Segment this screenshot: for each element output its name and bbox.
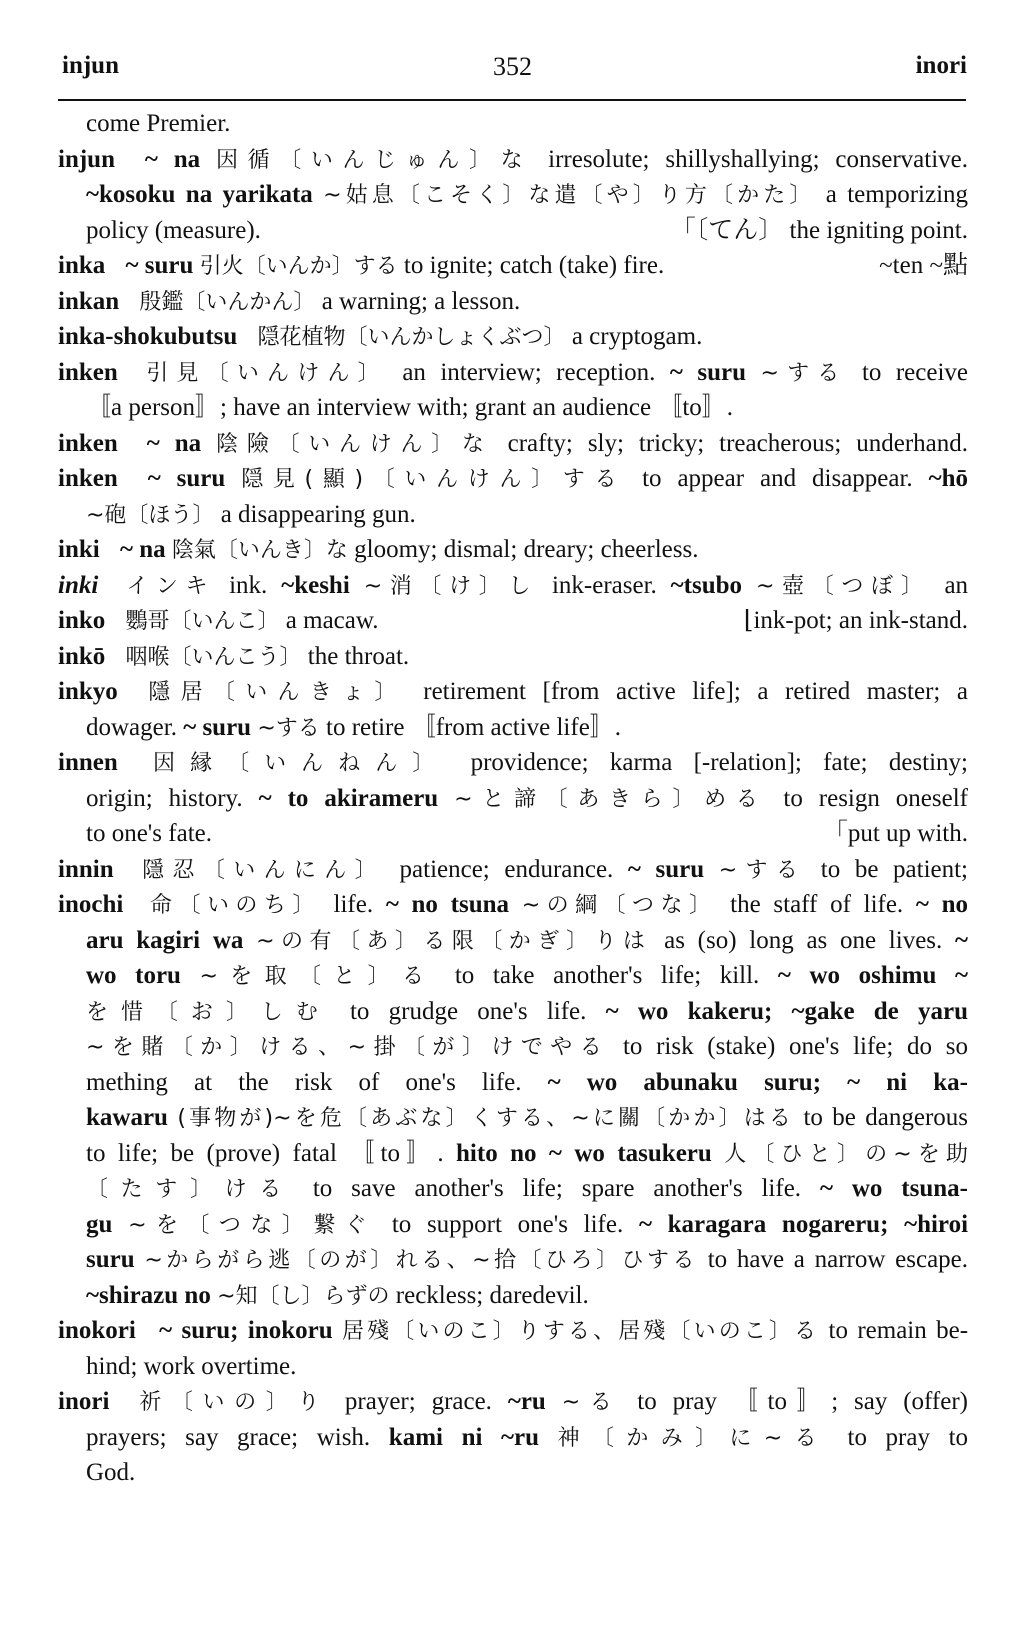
entry-line (58, 639, 968, 675)
romaji-phrase: ~ suru (669, 358, 746, 386)
romaji-phrase: ~ suru (125, 252, 194, 279)
romaji-phrase: suru (86, 1246, 135, 1273)
romaji-phrase: ~ suru (147, 465, 226, 492)
entry-line (58, 1065, 968, 1101)
romaji-phrase: ~tsubo (670, 571, 743, 599)
continuation-text: 「〔てん〕 the igniting point. (670, 216, 968, 244)
romaji-phrase: ~ suru (627, 855, 705, 883)
definition-text: to receive (861, 358, 968, 386)
japanese-text: 因縁〔いんねん〕 (153, 751, 450, 776)
japanese-text: インキ (126, 573, 216, 599)
japanese-text: ~を〔つな〕繋ぐ (128, 1212, 377, 1238)
definition-text: mething at the risk of one's life. (86, 1068, 522, 1096)
entry-line (58, 923, 968, 959)
entry-line (58, 497, 968, 533)
headword: inka (58, 252, 106, 279)
romaji-phrase: gu (86, 1210, 113, 1238)
entry-line (58, 603, 968, 639)
japanese-text: 隱忍〔いんにん〕 (142, 857, 385, 883)
continuation-text: ~ten ~點 (879, 252, 968, 279)
continuation-text: ⌊ink-pot; an ink-stand. (743, 607, 968, 634)
entry-line (58, 1313, 968, 1349)
headword: inokori (58, 1317, 136, 1344)
japanese-text: 隠見(顯)〔いんけん〕する (241, 467, 627, 492)
entry-line (58, 1207, 968, 1243)
entry-line (58, 1100, 968, 1136)
entry-line (58, 781, 968, 817)
entry-line (58, 710, 968, 746)
headword: inkan (58, 287, 120, 315)
romaji-phrase: ~ wo abunaku suru; ~ ni ka- (547, 1068, 968, 1096)
japanese-text: 殷鑑〔いんかん〕 (139, 289, 316, 315)
romaji-phrase: kami ni ~ru (388, 1423, 540, 1451)
definition-text: to be patient; (820, 855, 968, 883)
romaji-phrase: ~ wo oshimu ~ (777, 962, 968, 989)
japanese-text: 祈〔いの〕り (139, 1390, 330, 1415)
headword: inori (58, 1388, 110, 1415)
headword: inkō (58, 642, 106, 670)
romaji-phrase: ~shirazu no (86, 1281, 211, 1309)
romaji-phrase: ~ru (507, 1388, 546, 1415)
header-last-entry: inori (915, 52, 967, 79)
definition-text: to ignite; catch (take) fire. (403, 252, 665, 279)
japanese-text: 人〔ひと〕の~を助 (724, 1141, 968, 1167)
headword: innen (58, 749, 118, 776)
japanese-text: 因循〔いんじゅん〕な (216, 147, 533, 173)
entry-line (58, 390, 968, 426)
romaji-phrase: ~ no tsuna (385, 891, 510, 918)
definition-text: ink-eraser. (551, 571, 657, 599)
entry-line (58, 177, 968, 213)
headword: injun (58, 145, 115, 173)
japanese-text: (事物が)~を危〔あぶな〕くする、~に關〔かか〕はる (177, 1106, 795, 1131)
page-header (0, 52, 1025, 92)
entry-line (58, 958, 968, 994)
definition-text: policy (measure). (86, 216, 261, 244)
header-rule (58, 99, 966, 101)
definition-text: crafty; sly; tricky; treacherous; underhand. (507, 429, 968, 457)
romaji-phrase: ~ wo kakeru; ~gake de yaru (605, 997, 968, 1025)
romaji-phrase: aru kagiri wa (86, 926, 244, 954)
definition-text: an (944, 571, 968, 599)
entry-line (58, 461, 968, 497)
romaji-phrase: ~hō (928, 465, 968, 492)
definition-text: to be dangerous (803, 1104, 968, 1131)
definition-text: to resign oneself (783, 784, 968, 812)
definition-text: a macaw. (285, 607, 379, 634)
entry-line (58, 1349, 968, 1385)
definition-text: a temporizing (825, 181, 968, 208)
headword: innin (58, 855, 114, 883)
header-first-entry: injun (62, 52, 119, 79)
japanese-text: ~消〔け〕し (363, 573, 539, 599)
japanese-text: ~を取〔と〕る (199, 964, 437, 989)
definition-text: reckless; daredevil. (395, 1281, 589, 1309)
entry-line (58, 887, 968, 923)
definition-text: to support one's life. (391, 1210, 624, 1238)
definition-text: origin; history. (86, 784, 243, 812)
definition-text: the throat. (307, 642, 410, 670)
entry-line (58, 1278, 968, 1314)
definition-text: prayer; grace. (344, 1388, 492, 1415)
entry-line (58, 213, 968, 249)
definition-text: come Premier. (86, 110, 231, 137)
romaji-phrase: ~ karagara nogareru; ~hiroi (638, 1210, 968, 1238)
headword: inochi (58, 891, 124, 918)
japanese-text: 咽喉〔いんこう〕 (125, 644, 302, 670)
romaji-phrase: ~ na (119, 536, 166, 563)
headword: inko (58, 607, 106, 634)
japanese-text: ~を賭〔か〕ける、~掛〔が〕けでやる (86, 1035, 610, 1060)
entry-line (58, 426, 968, 462)
entry-line (58, 674, 968, 710)
entry-line (58, 852, 968, 888)
japanese-text: ~姑息〔こそく〕な遣〔や〕り方〔かた〕 (323, 183, 816, 208)
japanese-text: ~する (718, 857, 807, 883)
definition-text: to pray to (847, 1423, 968, 1451)
japanese-text: 隠花植物〔いんかしょくぶつ〕 (257, 325, 566, 350)
japanese-text: ~知〔し〕らずの (217, 1283, 390, 1309)
headword: inken (58, 465, 118, 492)
definition-text: a cryptogam. (571, 323, 703, 350)
romaji-phrase: ~ no (915, 891, 968, 918)
headword: inkyo (58, 678, 118, 705)
japanese-text: 隱居〔いんきょ〕 (148, 680, 407, 705)
romaji-phrase: ~ na (146, 429, 202, 457)
definition-text: to save another's life; spare another's life. (312, 1175, 802, 1202)
entry-line (58, 355, 968, 391)
entry-line (58, 745, 968, 781)
definition-text: retirement [from active life]; a retired master; a (423, 678, 968, 705)
entry-line (58, 816, 968, 852)
definition-text: hind; work overtime. (86, 1352, 297, 1380)
romaji-phrase: ~keshi (281, 571, 350, 599)
romaji-phrase: ~ (955, 926, 968, 954)
definition-text: life. (333, 891, 374, 918)
entry-line (58, 1171, 968, 1207)
definition-text: as (so) long as one lives. (664, 926, 943, 954)
definition-text: to have a narrow escape. (707, 1246, 968, 1273)
entry-line (58, 284, 968, 320)
definition-text: to pray 〚to〛; say (offer) (637, 1388, 968, 1415)
continuation-text: 「put up with. (822, 820, 968, 847)
entry-line (58, 1455, 968, 1491)
headword: inka-shokubutsu (58, 323, 238, 350)
japanese-text: ~の綱〔つな〕 (521, 893, 718, 918)
definition-text: to life; be (prove) fatal 〚to〛. (86, 1139, 444, 1167)
japanese-text: 陰險〔いんけん〕な (216, 431, 493, 457)
definition-text: the staff of life. (730, 891, 904, 918)
definition-text: a warning; a lesson. (321, 287, 521, 315)
romaji-phrase: wo toru (86, 962, 181, 989)
entry-line (58, 1420, 968, 1456)
definition-text: to risk (stake) one's life; do so (622, 1033, 968, 1060)
romaji-phrase: ~ wo tsuna- (819, 1175, 968, 1202)
japanese-text: 命〔いのち〕 (150, 893, 321, 918)
definition-text: 〚a person〛; have an interview with; grant an audience 〚to〛. (86, 394, 734, 421)
entry-line (58, 319, 968, 355)
definition-text: ink. (229, 571, 268, 599)
japanese-text: ~と諦〔あきら〕める (454, 786, 768, 812)
japanese-text: 居殘〔いのこ〕りする、居殘〔いのこ〕る (342, 1319, 820, 1344)
japanese-text: ~の有〔あ〕る限〔かぎ〕りは (256, 928, 652, 954)
definition-text: dowager. (86, 713, 177, 741)
entry-line (58, 142, 968, 178)
japanese-text: ~砲〔ほう〕 (86, 502, 215, 528)
entry-line (58, 248, 968, 284)
definition-text: irresolute; shillyshallying; conservative. (548, 145, 968, 173)
headword: inken (58, 358, 118, 386)
japanese-text: 鸚哥〔いんこ〕 (125, 609, 280, 634)
romaji-phrase: ~ na (144, 145, 201, 173)
japanese-text: 神〔かみ〕に~る (557, 1425, 829, 1451)
romaji-phrase: ~ suru; inokoru (159, 1317, 333, 1344)
definition-text: to one's fate. (86, 820, 212, 847)
definition-text: God. (86, 1459, 136, 1486)
definition-text: to take another's life; kill. (454, 962, 760, 989)
definition-text: patience; endurance. (399, 855, 614, 883)
definition-text: gloomy; dismal; dreary; cheerless. (354, 536, 699, 563)
entry-line (58, 1136, 968, 1172)
definition-text: to remain be- (828, 1317, 968, 1344)
definition-text: providence; karma [-relation]; fate; destiny; (470, 749, 968, 776)
japanese-text: を惜〔お〕しむ (86, 999, 331, 1025)
headword: inki (58, 536, 100, 563)
definition-text: to appear and disappear. (642, 465, 913, 492)
japanese-text: 〔たす〕ける (86, 1177, 294, 1202)
entry-line (58, 532, 968, 568)
entry-line (58, 1029, 968, 1065)
entry-line (58, 568, 968, 604)
japanese-text: ~する (257, 715, 320, 741)
page-number: 352 (493, 52, 532, 81)
japanese-text: 引見〔いんけん〕 (146, 360, 388, 386)
japanese-text: 引火〔いんか〕する (199, 254, 398, 279)
japanese-text: ~壺〔つぼ〕 (755, 573, 931, 599)
definition-text: to grudge one's life. (349, 997, 587, 1025)
romaji-phrase: ~kosoku na yarikata (86, 181, 313, 208)
japanese-text: ~からがら逃〔のが〕れる、~拾〔ひろ〕ひする (144, 1248, 698, 1273)
headword: inken (58, 429, 118, 457)
romaji-phrase: ~ suru (183, 713, 252, 741)
romaji-phrase: hito no ~ wo tasukeru (456, 1139, 712, 1167)
japanese-text: ~る (561, 1390, 622, 1415)
definition-text: prayers; say grace; wish. (86, 1423, 371, 1451)
romaji-phrase: kawaru (86, 1104, 168, 1131)
entry-line (58, 106, 968, 142)
romaji-phrase: ~ to akirameru (258, 784, 439, 812)
japanese-text: 陰氣〔いんき〕な (171, 538, 348, 563)
japanese-text: ~する (760, 360, 848, 386)
headword-italic: inki (58, 571, 99, 599)
definition-text: a disappearing gun. (220, 500, 416, 528)
dictionary-entries (58, 106, 968, 1491)
entry-line (58, 1384, 968, 1420)
entry-line (58, 994, 968, 1030)
definition-text: to retire 〚from active life〛. (326, 713, 622, 741)
entry-line (58, 1242, 968, 1278)
definition-text: an interview; reception. (402, 358, 656, 386)
